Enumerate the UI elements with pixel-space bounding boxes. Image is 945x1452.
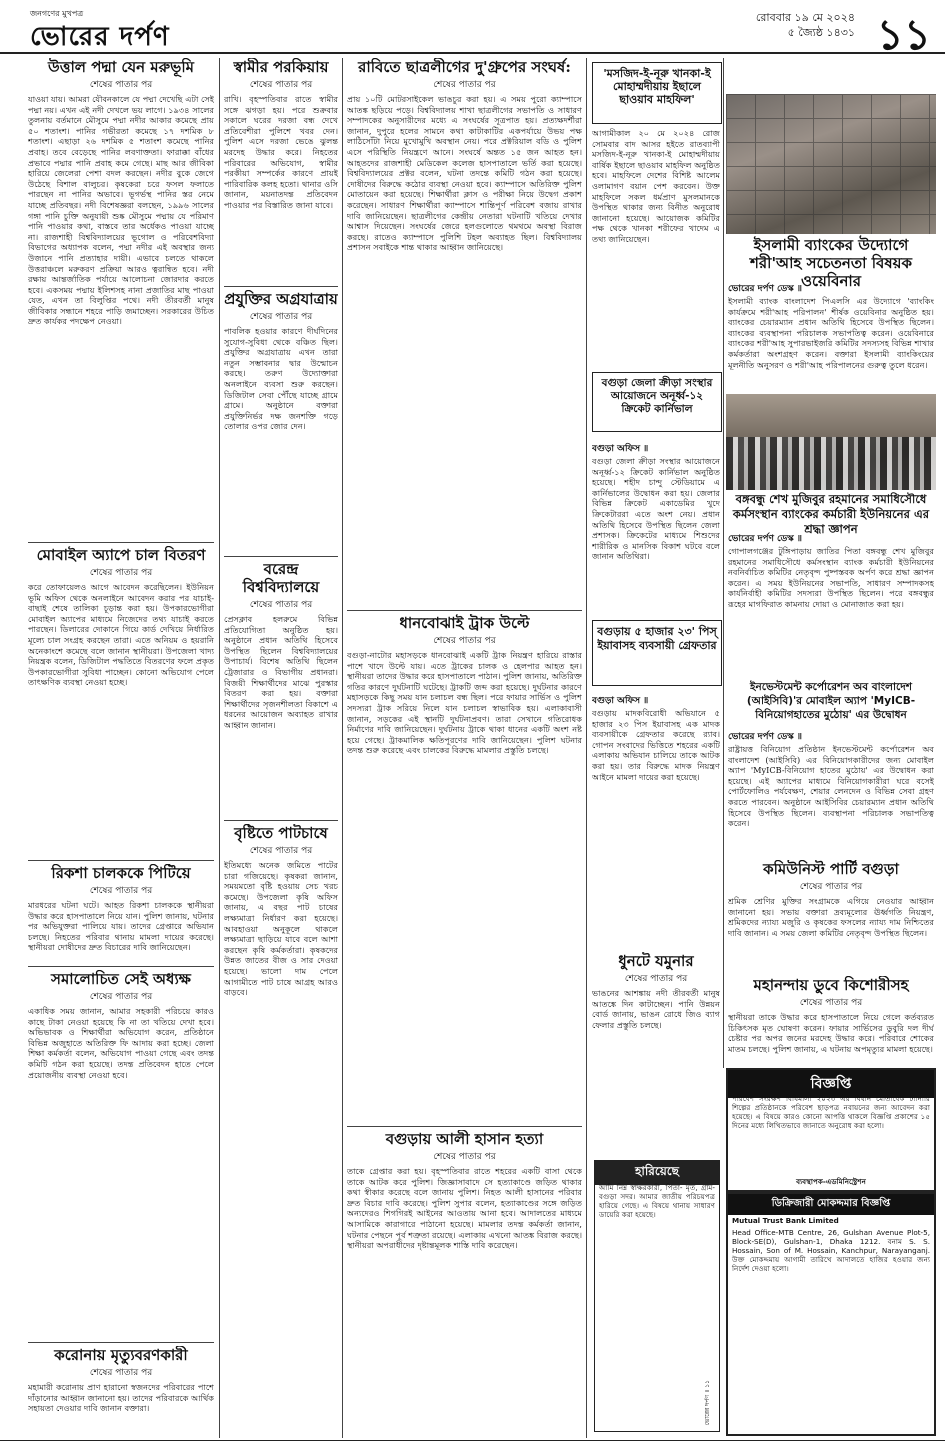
- article-islami[interactable]: [728, 276, 934, 388]
- column-rule: [342, 58, 343, 1438]
- article-headline: ধানবোঝাই ট্রাক উল্টে: [399, 614, 530, 632]
- article-body: পাবলিক হওয়ার কারণে দীর্ঘদিনের সুযোগ-সুবিধা থেকে বঞ্চিত ছিল। প্রযুক্তির অগ্রযাত্রায় এখন তারা নতুন সম্ভাবনার দ্বার উন্মোচন করছে। তরুণ উদ্যোক্তারা অনলাইনে ব্যবসা শুরু করছেন। ডিজিটাল সেবা পৌঁছে যাচ্ছে গ্রামে গ্রামে। অনুষ্ঠানে বক্তারা প্রযুক্তিনির্ভর দক্ষ জনশক্তি গড়ে তোলার ওপর জোর দেন।: [224, 326, 338, 432]
- continued-label: শেষের পাতার পর: [89, 80, 153, 90]
- column-rule: [219, 58, 220, 1438]
- article-icb[interactable]: [728, 724, 934, 854]
- icb-headline[interactable]: ইনভেস্টমেন্ট কর্পোরেশন অব বাংলাদেশ (আইসিবি)'র মোবাইল অ্যাপ 'MyICB-বিনিয়োগহাতের মুঠোয়' এর উদ্বোধন: [746, 681, 916, 721]
- article-headline: সমালোচিত সেই অধ্যক্ষ: [51, 970, 191, 988]
- footer-rule: [0, 1440, 945, 1441]
- article-jamuna[interactable]: [592, 952, 720, 1152]
- court-notice-body: Head Office-MTB Centre, 26, Gulshan Avenue Plot-5, Block-SE(D), Gulshan-1, Dhaka 1212. বনাম S. S. Hossain, Son of M. Hossain, Kanchpur, Narayanganj. উক্ত মোকদ্দমায় আগামী তারিখে আদালতে হাজির হওয়ার জন্য নির্দেশ দেওয়া হলো।: [732, 1228, 930, 1273]
- court-notice-title: ডিক্রিজারী মোকদ্দমার বিজ্ঞপ্তি: [728, 1194, 934, 1215]
- article-body: রাষ্ট্রায়ত্ত বিনিয়োগ প্রতিষ্ঠান ইনভেস্টমেন্ট কর্পোরেশন অব বাংলাদেশ (আইসিবি) এর বিনিয়োগকারীদের জন্য মোবাইল অ্যাপ 'MyICB-বিনিয়োগ হাতের মুঠোয়' এর উদ্বোধন করা হয়েছে। এই অ্যাপের মাধ্যমে বিনিয়োগকারীরা ঘরে বসেই পোর্টফোলিও পর্যবেক্ষণ, শেয়ার লেনদেন ও বিভিন্ন সেবা গ্রহণ করতে পারবেন। অনুষ্ঠানে আইসিবির চেয়ারম্যান প্রধান অতিথি হিসেবে উপস্থিত ছিলেন। ব্যবস্থাপনা পরিচালক সভাপতিত্ব করেন।: [728, 744, 934, 829]
- article-headline: করোনায় মৃত্যুবরণকারী: [54, 1346, 188, 1364]
- article-body: আগামীকাল ২০ মে ২০২৪ রোজ সোমবার বাদ আসর হইতে রাতব্যাপী মসজিদ-ই-নূরু খানকা-ই মোহাম্মদীয়ায় বার্ষিক ইছালে ছাওয়াব মাহফিল অনুষ্ঠিত হবে। মাহফিলে দেশের বিশিষ্ট আলেম ওলামাগণ বয়ান পেশ করবেন। উক্ত মাহফিলে সকল ধর্মপ্রাণ মুসলমানকে উপস্থিত থাকার জন্য বিনীত অনুরোধ জানানো হয়েছে। আয়োজক কমিটির পক্ষ থেকে খানকা শরীফের খাদেম এ তথ্য জানিয়েছেন।: [592, 128, 720, 244]
- date-bangla: ৫ জ্যৈষ্ঠ ১৪৩১: [787, 26, 855, 39]
- article-body: একাধিক সময় জানান, আমার সহকারী পরিচয়ে কারও কাছে টাকা নেওয়া হয়েছে কি না তা খতিয়ে দেখা হবে। অভিভাবক ও শিক্ষার্থীরা অভিযোগ করেন, প্রতিষ্ঠানে বিভিন্ন অজুহাতে অতিরিক্ত ফি আদায় করা হচ্ছে। জেলা শিক্ষা কর্মকর্তা বলেন, অভিযোগ পাওয়া গেছে এবং তদন্ত কমিটি গঠন করা হয়েছে। তদন্ত প্রতিবেদন হাতে পেলে প্রয়োজনীয় ব্যবস্থা নেওয়া হবে।: [28, 1006, 214, 1080]
- article-headline: বগুড়া জেলা ক্রীড়া সংস্থার আয়োজনে অনূর্ধ্ব-১২ ক্রিকেট কার্নিভাল: [601, 377, 713, 415]
- continued-label: শেষের পাতার পর: [799, 998, 863, 1008]
- section-rule: [224, 820, 338, 821]
- classified-bigyopti[interactable]: [726, 1068, 936, 1192]
- article-rickshaw[interactable]: [28, 864, 214, 964]
- continued-label: শেষের পাতার পর: [433, 80, 496, 90]
- article-body: মারধরের ঘটনা ঘটে। আহত রিকশা চালককে স্থানীয়রা উদ্ধার করে হাসপাতালে নিয়ে যান। পুলিশ জানায়, ঘটনার পর অভিযুক্তরা পালিয়ে যায়। তাদের গ্রেপ্তারে অভিযান চলছে। নিহতের পরিবার থানায় মামলা দায়ের করেছে। স্থানীয়রা দোষীদের দ্রুত বিচারের দাবি জানিয়েছেন।: [28, 900, 214, 953]
- article-swami[interactable]: [224, 58, 338, 282]
- dateline: ভোরের দর্পণ ডেস্ক ॥: [728, 284, 803, 294]
- wreath-photo: [726, 394, 936, 490]
- lost-notice-body: আমি নিম্ন স্বাক্ষরকারী, পিতা- মৃত, গ্রাম- বগুড়া সদর। আমার জাতীয় পরিচয়পত্র হারিয়ে গেছে। এ বিষয়ে থানায় সাধারণ ডায়েরি করা হয়েছে।: [599, 1183, 715, 1219]
- article-headline: মোবাইল অ্যাপে চাল বিতরণ: [36, 546, 206, 564]
- article-headline: বৃষ্টিতে পাটচাষে: [234, 824, 328, 842]
- article-body: বগুড়া জেলা ক্রীড়া সংস্থার আয়োজনে অনূর্ধ্ব-১২ ক্রিকেট কার্নিভাল অনুষ্ঠিত হয়েছে। শহীদ চান্দু স্টেডিয়ামে এ কার্নিভালের উদ্বোধন করা হয়। জেলার বিভিন্ন ক্রিকেট একাডেমির খুদে ক্রিকেটাররা এতে অংশ নেয়। প্রধান অতিথি হিসেবে উপস্থিত ছিলেন জেলা প্রশাসক। ক্রিকেটের মাধ্যমে শিশুদের শারীরিক ও মানসিক বিকাশ ঘটবে বলে জানান অতিথিরা।: [592, 456, 720, 562]
- article-headline: কমিউনিস্ট পার্টি বগুড়া: [763, 860, 899, 878]
- lost-notice-title: হারিয়েছে: [595, 1161, 719, 1185]
- article-headline: রাবিতে ছাত্রলীগের দু'গ্রুপের সংঘর্ষ:: [358, 58, 571, 76]
- section-rule: [347, 610, 582, 611]
- continued-label: শেষের পাতার পর: [249, 312, 313, 322]
- article-body: প্রেসক্লাব হলরুমে বিভিন্ন প্রতিযোগিতা অনুষ্ঠিত হয়। অনুষ্ঠানে প্রধান অতিথি হিসেবে উপস্থিত ছিলেন বিশ্ববিদ্যালয়ের উপাচার্য। বিশেষ অতিথি ছিলেন ট্রেজারার ও বিভাগীয় প্রধানরা। বিজয়ী শিক্ষার্থীদের মাঝে পুরস্কার বিতরণ করা হয়। বক্তারা শিক্ষার্থীদের সৃজনশীলতা বিকাশে এ ধরনের আয়োজন অব্যাহত রাখার আহ্বান জানান।: [224, 614, 338, 730]
- article-body: করে তোফায়েলও আগে আবেদন করেছিলেন। ইউনিয়ন ভূমি অফিস থেকে অনলাইনে আবেদন করার পর যাচাই-বাছাই শেষে তালিকা চূড়ান্ত করা হয়। উপকারভোগীরা মোবাইল অ্যাপের মাধ্যমে নিজেদের তথ্য যাচাই করতে পারছেন। ডিলারের দোকানে গিয়ে কার্ড দেখিয়ে নির্ধারিত মূল্যে চাল সংগ্রহ করছেন তারা। এতে অনিয়ম ও হয়রানি অনেকাংশে কমেছে বলে জানান স্থানীয়রা। উপজেলা খাদ্য নিয়ন্ত্রক বলেন, ডিজিটাল পদ্ধতিতে বিতরণের ফলে প্রকৃত উপকারভোগীরা সুবিধা পাচ্ছেন। কোনো অভিযোগ পেলে তাৎক্ষণিক ব্যবস্থা নেওয়া হচ্ছে।: [28, 582, 214, 688]
- article-headline: বরেন্দ্র বিশ্ববিদ্যালয়ে: [242, 560, 320, 596]
- article-headline: বগুড়ায় ৫ হাজার ২৩' পিস্ ইয়াবাসহ ব্যবসায়ী গ্রেফতার: [597, 625, 717, 652]
- section-rule: [28, 1342, 214, 1343]
- section-rule: [224, 286, 338, 287]
- continued-label: শেষের পাতার পর: [433, 636, 496, 646]
- article-headline: উত্তাল পদ্মা যেন মরুভূমি: [48, 58, 194, 76]
- date-gregorian: রোববার ১৯ মে ২০২৪: [755, 11, 855, 24]
- article-hasan[interactable]: [347, 1130, 582, 1436]
- court-notice-bank: Mutual Trust Bank Limited: [732, 1216, 839, 1225]
- article-mohanonda[interactable]: [728, 976, 934, 1064]
- article-headline: স্বামীর পরকিয়ায়: [233, 58, 329, 76]
- newspaper-logo[interactable]: ভোরের দর্পণ: [30, 22, 170, 52]
- section-rule: [347, 1126, 582, 1127]
- continued-label: শেষের পাতার পর: [433, 1152, 496, 1162]
- section-rule: [28, 966, 214, 967]
- masjid-headline-box[interactable]: [592, 62, 722, 124]
- dateline: বগুড়া অফিস ॥: [592, 444, 649, 454]
- article-mobile[interactable]: [28, 546, 214, 858]
- continued-label: শেষের পাতার পর: [799, 882, 863, 892]
- cricket-headline-box[interactable]: [592, 372, 722, 432]
- article-body: মহামারী করোনায় প্রাণ হারানো স্বজনদের পরিবারের পাশে দাঁড়ানোর আহ্বান জানানো হয়। তাদের পরিবারকে আর্থিক সহায়তা দেওয়ার দাবি জানান বক্তারা।: [28, 1382, 214, 1414]
- classified-title: বিজ্ঞপ্তি: [728, 1070, 934, 1098]
- dateline: ভোরের দর্পণ ডেস্ক ॥: [728, 732, 803, 742]
- article-body: শ্রমিক শ্রেণির মুক্তির সংগ্রামকে এগিয়ে নেওয়ার আহ্বান জানানো হয়। সভায় বক্তারা দ্রব্যমূল্যের ঊর্ধ্বগতি নিয়ন্ত্রণ, শ্রমিকদের ন্যায্য মজুরি ও কৃষকের ফসলের ন্যায্য দাম নিশ্চিতের দাবি জানান। এ সময় জেলা কমিটির নেতৃবৃন্দ উপস্থিত ছিলেন।: [728, 896, 934, 938]
- page-number: ১১: [876, 10, 931, 59]
- article-headline: বগুড়ায় আলী হাসান হত্যা: [385, 1130, 544, 1148]
- article-communist[interactable]: [728, 860, 934, 972]
- article-headline: ধুনটে যমুনার: [618, 952, 694, 970]
- continued-label: শেষের পাতার পর: [249, 80, 313, 90]
- article-projukti[interactable]: [224, 290, 338, 552]
- yaba-headline-box[interactable]: [592, 620, 722, 686]
- classified-signer: ব্যবস্থাপক-এডমিনিস্ট্রেশন: [796, 1177, 866, 1186]
- section-rule: [28, 542, 214, 543]
- article-body: রাখি। বৃহস্পতিবার রাতে স্বামীর সঙ্গে ঝগড়া হয়। পরে শুক্রবার সকালে ঘরের দরজা বন্ধ দেখে প্রতিবেশীরা পুলিশে খবর দেন। পুলিশ এসে দরজা ভেঙে ঝুলন্ত মরদেহ উদ্ধার করে। নিহতের পরিবারের অভিযোগ, স্বামীর পরকীয়া সম্পর্কের কারণে প্রায়ই পারিবারিক কলহ হতো। থানার ওসি জানান, ময়নাতদন্ত প্রতিবেদন পাওয়ার পর বিস্তারিত জানা যাবে।: [224, 94, 338, 210]
- article-corona[interactable]: [28, 1346, 214, 1436]
- article-body: বগুড়া-নাটোর মহাসড়কে ধানবোঝাই একটি ট্রাক নিয়ন্ত্রণ হারিয়ে রাস্তার পাশে খাদে উল্টে যায়। এতে ট্রাকের চালক ও হেলপার আহত হন। স্থানীয়রা তাদের উদ্ধার করে হাসপাতালে পাঠান। পুলিশ জানায়, অতিরিক্ত গতির কারণে দুর্ঘটনাটি ঘটেছে। ট্রাকটি জব্দ করা হয়েছে। দুর্ঘটনার কারণে মহাসড়কে কিছু সময় যান চলাচল বন্ধ ছিল। পরে ফায়ার সার্ভিস ও পুলিশ সদস্যরা ট্রাক সরিয়ে নিলে যান চলাচল স্বাভাবিক হয়। এলাকাবাসী জানান, সড়কের এই স্থানটি দুর্ঘটনাপ্রবণ। তারা সেখানে গতিরোধক নির্মাণের দাবি জানিয়েছেন। দুর্ঘটনায় ট্রাকে থাকা ধানের একটি অংশ নষ্ট হয়ে গেছে। ট্রাকমালিক ক্ষতিপূরণের দাবি জানিয়েছেন। পুলিশ ঘটনার তদন্ত শুরু করেছে এবং চালকের বিরুদ্ধে মামলার প্রস্তুতি চলছে।: [347, 650, 582, 756]
- article-body: ইসলামী ব্যাংক বাংলাদেশ পিএলসি এর উদ্যোগে 'ব্যাংকিং কার্যক্রমে শরী'আহ পরিপালন' শীর্ষক ওয়েবিনার অনুষ্ঠিত হয়। ব্যাংকের চেয়ারম্যান প্রধান অতিথি হিসেবে উপস্থিত ছিলেন। ব্যাংকের ব্যবস্থাপনা পরিচালক সভাপতিত্ব করেন। ওয়েবিনারে ব্যাংকের শরী'আহ সুপারভাইজরি কমিটির সদস্যসহ বিভিন্ন শাখার কর্মকর্তারা অংশগ্রহণ করেন। বক্তারা ইসলামী ব্যাংকিংয়ের মূলনীতি অনুসরণ ও শরী'আহ পরিপালনের গুরুত্ব তুলে ধরেন।: [728, 296, 934, 370]
- article-bogra5000[interactable]: [592, 688, 720, 948]
- article-brishti[interactable]: [224, 824, 338, 1436]
- article-headline: 'মসজিদ-ই-নূরু খানকা-ই মোহাম্মদীয়ায় ইছালে ছাওয়াব মাহফিল': [603, 67, 711, 106]
- column-rule: [586, 58, 587, 1438]
- article-body: বগুড়ায় মাদকবিরোধী অভিযানে ৫ হাজার ২৩ পিস ইয়াবাসহ এক মাদক ব্যবসায়ীকে গ্রেফতার করেছে র‍্যাব। গোপন সংবাদের ভিত্তিতে শহরের একটি এলাকায় অভিযান চালিয়ে তাকে আটক করা হয়। তার বিরুদ্ধে মাদক নিয়ন্ত্রণ আইনে মামলা দায়ের করা হয়েছে।: [592, 708, 720, 782]
- article-headline: রিকশা চালককে পিটিয়ে: [51, 864, 191, 882]
- photo-crowd: [726, 437, 936, 490]
- article-dhanbari[interactable]: [347, 614, 582, 1124]
- section-rule: [28, 860, 214, 861]
- photo-wall: [726, 394, 936, 437]
- article-body: প্রায় ১০টি মোটরসাইকেল ভাঙচুর করা হয়। এ সময় পুরো ক্যাম্পাসে আতঙ্ক ছড়িয়ে পড়ে। বিশ্ববিদ্যালয় শাখা ছাত্রলীগের সভাপতি ও সাধারণ সম্পাদকের অনুসারীদের মধ্যে এ সংঘর্ষের সূত্রপাত হয়। প্রত্যক্ষদর্শীরা জানান, দুপুরে হলের সামনে কথা কাটাকাটির একপর্যায়ে উভয় পক্ষ লাঠিসোঁটা নিয়ে মুখোমুখি অবস্থান নেয়। পরে প্রক্টরিয়াল বডি ও পুলিশ এসে পরিস্থিতি নিয়ন্ত্রণে আনে। সংঘর্ষে অন্তত ১৫ জন আহত হন। আহতদের রাজশাহী মেডিকেল কলেজ হাসপাতালে ভর্তি করা হয়েছে। বিশ্ববিদ্যালয়ের প্রক্টর বলেন, ঘটনা তদন্তে কমিটি গঠন করা হয়েছে। দোষীদের বিরুদ্ধে কঠোর ব্যবস্থা নেওয়া হবে। ক্যাম্পাসে অতিরিক্ত পুলিশ মোতায়েন করা হয়েছে। শিক্ষার্থীরা ক্লাস ও পরীক্ষা নিয়ে উদ্বেগ প্রকাশ করেছেন। সাধারণ শিক্ষার্থীরা ক্যাম্পাসে শান্তিপূর্ণ পরিবেশ বজায় রাখার দাবি জানিয়েছেন। ছাত্রলীগের কেন্দ্রীয় নেতারা ঘটনাটি খতিয়ে দেখার আশ্বাস দিয়েছেন। সংঘর্ষের জেরে হলগুলোতে থমথমে অবস্থা বিরাজ করছে। রাতেও ক্যাম্পাসে পুলিশি টহল অব্যাহত ছিল। বিশ্ববিদ্যালয় প্রশাসন সবাইকে শান্ত থাকার আহ্বান জানিয়েছে।: [347, 94, 582, 253]
- article-body: ভাঙনের আশঙ্কায় নদী তীরবর্তী মানুষ আতঙ্কে দিন কাটাচ্ছেন। পানি উন্নয়ন বোর্ড জানায়, ভাঙন রোধে জিও ব্যাগ ফেলার প্রস্তুতি চলছে।: [592, 988, 720, 1030]
- court-notice[interactable]: [726, 1192, 936, 1436]
- article-body: স্থানীয়রা তাকে উদ্ধার করে হাসপাতালে নিয়ে গেলে কর্তব্যরত চিকিৎসক মৃত ঘোষণা করেন। ফায়ার সার্ভিসের ডুবুরি দল দীর্ঘ চেষ্টার পর অপর জনের মরদেহ উদ্ধার করে। পরিবারে শোকের মাতম চলছে। পুলিশ জানায়, এ ঘটনায় অপমৃত্যুর মামলা হয়েছে।: [728, 1012, 934, 1054]
- dateline: বগুড়া অফিস ॥: [592, 696, 649, 706]
- continued-label: শেষের পাতার পর: [249, 846, 313, 856]
- continued-label: শেষের পাতার পর: [89, 1368, 153, 1378]
- column-rule: [723, 58, 724, 1068]
- islami-headline[interactable]: ইসলামী ব্যাংকের উদ্যোগে শরী'আহ সচেতনতা বিষয়ক ওয়েবিনার: [750, 236, 912, 290]
- article-cricket[interactable]: [592, 436, 720, 616]
- continued-label: শেষের পাতার পর: [249, 600, 313, 610]
- continued-label: শেষের পাতার পর: [89, 568, 153, 578]
- continued-label: শেষের পাতার পর: [89, 886, 153, 896]
- classified-body: পরিবেশ সংরক্ষণ বিধিমালা ২০২৩ এর বিধান মোতাবেক ট্যানারি শিল্পের প্রতিষ্ঠানকে পরিবেশ ছাড়পত্র নবায়নের জন্য আবেদন করা হয়েছে। এ বিষয়ে কারও কোনো আপত্তি থাকলে বিজ্ঞপ্তি প্রকাশের ১৫ দিনের মধ্যে লিখিতভাবে জানাতে অনুরোধ করা হলো।: [732, 1094, 930, 1130]
- section-rule: [224, 556, 338, 557]
- side-imprint: ভোরের দর্পণ ॥ ১১: [704, 1380, 711, 1426]
- webinar-photo: [726, 94, 936, 234]
- article-padma[interactable]: [28, 58, 214, 540]
- article-body: তাকে গ্রেপ্তার করা হয়। বৃহস্পতিবার রাতে শহরের একটি বাসা থেকে তাকে আটক করে পুলিশ। জিজ্ঞাসাবাদে সে হত্যাকাণ্ডে জড়িত থাকার কথা স্বীকার করেছে বলে জানায় পুলিশ। নিহত আলী হাসানের পরিবার দ্রুত বিচার দাবি করেছে। পুলিশ সুপার বলেন, হত্যাকাণ্ডের সঙ্গে জড়িত অন্যদেরও শিগগিরই আইনের আওতায় আনা হবে। আদালতের মাধ্যমে আসামিকে কারাগারে পাঠানো হয়েছে। মামলার তদন্ত কর্মকর্তা জানান, ঘটনার পেছনে পূর্ব শত্রুতা রয়েছে। এলাকায় এখনো আতঙ্ক বিরাজ করছে। স্থানীয়রা অপরাধীদের দৃষ্টান্তমূলক শাস্তি দাবি করেছেন।: [347, 1166, 582, 1251]
- bongobondhu-headline[interactable]: বঙ্গবন্ধু শেখ মুজিবুর রহমানের সমাধিসৌধে কর্মসংস্থান ব্যাংকের কর্মচারী ইউনিয়নের এর শ্রদ্ধা জ্ঞাপন: [732, 492, 930, 536]
- article-body: গোপালগঞ্জের টুঙ্গিপাড়ায় জাতির পিতা বঙ্গবন্ধু শেখ মুজিবুর রহমানের সমাধিসৌধে কর্মসংস্থান ব্যাংক কর্মচারী ইউনিয়নের নবনির্বাচিত কমিটির নেতৃবৃন্দ পুষ্পস্তবক অর্পণ করে শ্রদ্ধা জ্ঞাপন করেন। এ সময় ইউনিয়নের সভাপতি, সাধারণ সম্পাদকসহ কার্যনির্বাহী কমিটির সদস্যরা উপস্থিত ছিলেন। পরে বঙ্গবন্ধুর রূহের মাগফিরাত কামনায় দোয়া ও মোনাজাত করা হয়।: [728, 546, 934, 609]
- photo-grid: [726, 94, 936, 234]
- article-bongobondhu[interactable]: [728, 526, 934, 676]
- date-block: [756, 10, 855, 40]
- article-headline: প্রযুক্তির অগ্রযাত্রায়: [224, 290, 338, 308]
- masthead: [0, 0, 945, 59]
- continued-label: শেষের পাতার পর: [89, 992, 153, 1002]
- article-headline: মহানন্দায় ডুবে কিশোরীসহ: [753, 976, 909, 994]
- article-masjid[interactable]: [592, 128, 720, 368]
- article-body: ইতিমধ্যে অনেক জমিতে পাটের চারা গজিয়েছে। কৃষকরা জানান, সময়মতো বৃষ্টি হওয়ায় সেচ খরচ কমেছে। উপজেলা কৃষি অফিস জানায়, এ বছর পাট চাষের লক্ষ্যমাত্রা নির্ধারণ করা হয়েছে। আবহাওয়া অনুকূলে থাকলে লক্ষ্যমাত্রা ছাড়িয়ে যাবে বলে আশা করছেন কৃষি কর্মকর্তারা। কৃষকদের উন্নত জাতের বীজ ও সার দেওয়া হয়েছে। ভালো দাম পেলে আগামীতে পাট চাষে আগ্রহ আরও বাড়বে।: [224, 860, 338, 998]
- article-barendra[interactable]: [224, 560, 338, 816]
- article-samalochito[interactable]: [28, 970, 214, 1340]
- article-chhatraleague[interactable]: [347, 58, 582, 606]
- dateline: ভোরের দর্পণ ডেস্ক ॥: [728, 534, 803, 544]
- tagline: জনগণের মুখপত্র: [30, 9, 84, 18]
- continued-label: শেষের পাতার পর: [624, 974, 688, 984]
- article-body: যাওয়া যায়। আমরা যৌবনকালে যে পদ্মা দেখেছি এটা সেই পদ্মা নয়। এখন এই নদী দেখলে ভয় লাগে। ১৯৩৪ সালের তুলনায় বর্তমানে মৌসুমে পদ্মা নদীর আকার কমেছে প্রায় ৫০ শতাংশ। পানির গভীরতা কমেছে ১৭ দশমিক ৮ শতাংশ। এছাড়া ২৬ দশমিক ৫ শতাংশ কমেছে পানির প্রবাহ। তবে বেড়েছে পানির লবণাক্ততা। ফারাক্কা বাঁধের প্রভাবে পদ্মার পানি প্রবাহ কমে গেছে। মাছ আর জীবিকা হারিয়ে জেলেরা পেশা বদল করছেন। নদীর বুকে জেগে উঠেছে বিশাল বালুচর। কৃষকেরা চরে ফসল ফলাতে পারছেন না পানির অভাবে। ভূগর্ভস্থ পানির স্তর নেমে যাচ্ছে প্রতিবছর। নদী বিশেষজ্ঞরা বলছেন, ১৯৯৬ সালের গঙ্গা পানি চুক্তি অনুযায়ী শুষ্ক মৌসুমে পদ্মায় যে পরিমাণ পানি পাওয়ার কথা, বাস্তবে তার অর্ধেকও পাওয়া যাচ্ছে না। রাজশাহী বিশ্ববিদ্যালয়ের ভূগোল ও পরিবেশবিদ্যা বিভাগের অধ্যাপক বলেন, পদ্মা নদীর এই অবস্থার জন্য উজানে পানি প্রত্যাহার দায়ী। এভাবে চলতে থাকলে উত্তরাঞ্চলে মরুকরণ প্রক্রিয়া আরও ত্বরান্বিত হবে। নদী রক্ষায় আন্তর্জাতিক পর্যায়ে আলোচনা জোরদার করতে হবে। একসময় পদ্মায় ইলিশসহ নানা প্রজাতির মাছ পাওয়া যেত, এখন তা বিলুপ্তির পথে। নদী তীরবর্তী মানুষ জীবিকার সন্ধানে শহরে পাড়ি জমাচ্ছেন। সরকারের উচিত দ্রুত কার্যকর পদক্ষেপ নেওয়া।: [28, 94, 214, 327]
